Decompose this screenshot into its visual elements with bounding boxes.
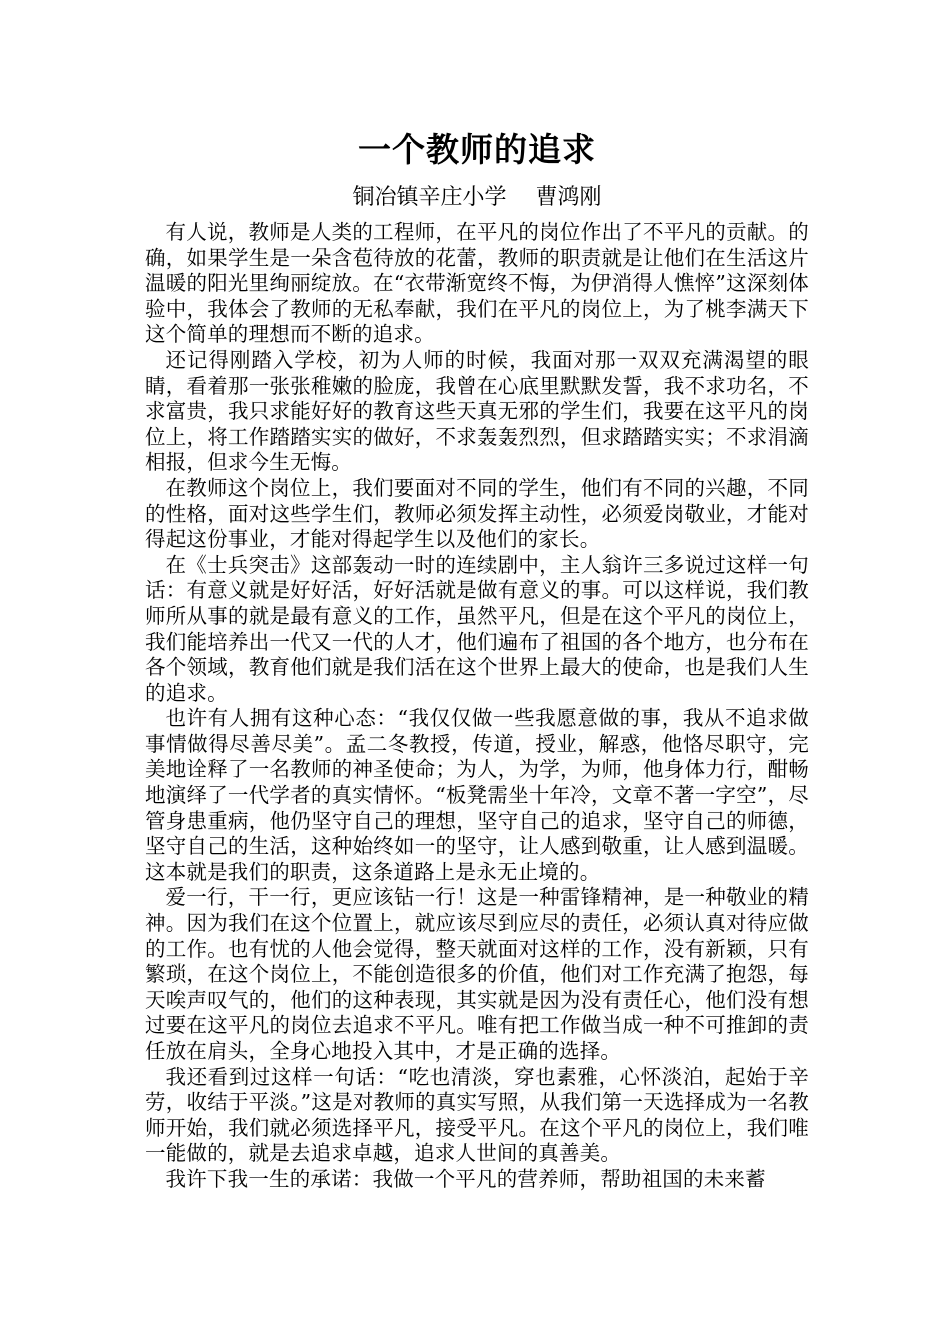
- paragraph-6: 爱一行，干一行，更应该钻一行！这是一种雷锋精神，是一种敬业的精神。因为我们在这个位置上，就应该尽到应尽的责任，必须认真对待应做的工作。也有忧的人他会觉得，整天就面对这样的工作，没有新颖，只有繁琐，在这个岗位上，不能创造很多的价值，他们对工作充满了抱怨，每天唉声叹气的，他们的这种表现，其实就是因为没有责任心，他们没有想过要在这平凡的岗位去追求不平凡。唯有把工作做当成一种不可推卸的责任放在肩头，全身心地投入其中，才是正确的选择。: [145, 885, 809, 1063]
- paragraph-7: 我还看到过这样一句话：“吃也清淡，穿也素雅，心怀淡泊，起始于辛劳，收结于平淡。”这是对教师的真实写照，从我们第一天选择成为一名教师开始，我们就必须选择平凡，接受平凡。在这个平凡的岗位上，我们唯一能做的，就是去追求卓越，追求人世间的真善美。: [145, 1064, 809, 1166]
- document-body: [145, 220, 809, 1193]
- paragraph-2: 还记得刚踏入学校，初为人师的时候，我面对那一双双充满渴望的眼睛，看着那一张张稚嫩的脸庞，我曾在心底里默默发誓，我不求功名，不求富贵，我只求能好好的教育这些天真无邪的学生们，我要在这平凡的岗位上，将工作踏踏实实的做好，不求轰轰烈烈，但求踏踏实实；不求涓滴相报，但求今生无悔。: [145, 347, 809, 475]
- document-title: 一个教师的追求: [358, 130, 596, 169]
- paragraph-4: 在《士兵突击》这部轰动一时的连续剧中，主人翁许三多说过这样一句话：有意义就是好好活，好好活就是做有意义的事。可以这样说，我们教师所从事的就是最有意义的工作，虽然平凡，但是在这个平凡的岗位上，我们能培养出一代又一代的人才，他们遍布了祖国的各个地方，也分布在各个领域，教育他们就是我们活在这个世界上最大的使命，也是我们人生的追求。: [145, 552, 809, 705]
- author-byline: 铜冶镇辛庄小学 曹鸿刚: [352, 185, 602, 210]
- paragraph-8: 我许下我一生的承诺：我做一个平凡的营养师，帮助祖国的未来蓄: [165, 1166, 766, 1191]
- paragraph-1: 有人说，教师是人类的工程师，在平凡的岗位作出了不平凡的贡献。的确，如果学生是一朵含苞待放的花蕾，教师的职责就是让他们在生活这片温暖的阳光里绚丽绽放。在“衣带渐宽终不悔，为伊消得人憔悴”这深刻体验中，我体会了教师的无私奉献，我们在平凡的岗位上，为了桃李满天下这个简单的理想而不断的追求。: [145, 220, 809, 347]
- paragraph-3: 在教师这个岗位上，我们要面对不同的学生，他们有不同的兴趣，不同的性格，面对这些学生们，教师必须发挥主动性，必须爱岗敬业，才能对得起这份事业，才能对得起学生以及他们的家长。: [145, 475, 809, 552]
- paragraph-5: 也许有人拥有这种心态：“我仅仅做一些我愿意做的事，我从不追求做事情做得尽善尽美”。孟二冬教授，传道，授业，解惑，他恪尽职守，完美地诠释了一名教师的神圣使命；为人，为学，为师，他身体力行，酣畅地演绎了一代学者的真实情怀。“板凳需坐十年冷，文章不著一字空”，尽管身患重病，他仍坚守自己的理想，坚守自己的追求，坚守自己的师德，坚守自己的生活，这种始终如一的坚守，让人感到敬重，让人感到温暖。这本就是我们的职责，这条道路上是永无止境的。: [145, 706, 809, 884]
- document-page: [145, 128, 809, 1193]
